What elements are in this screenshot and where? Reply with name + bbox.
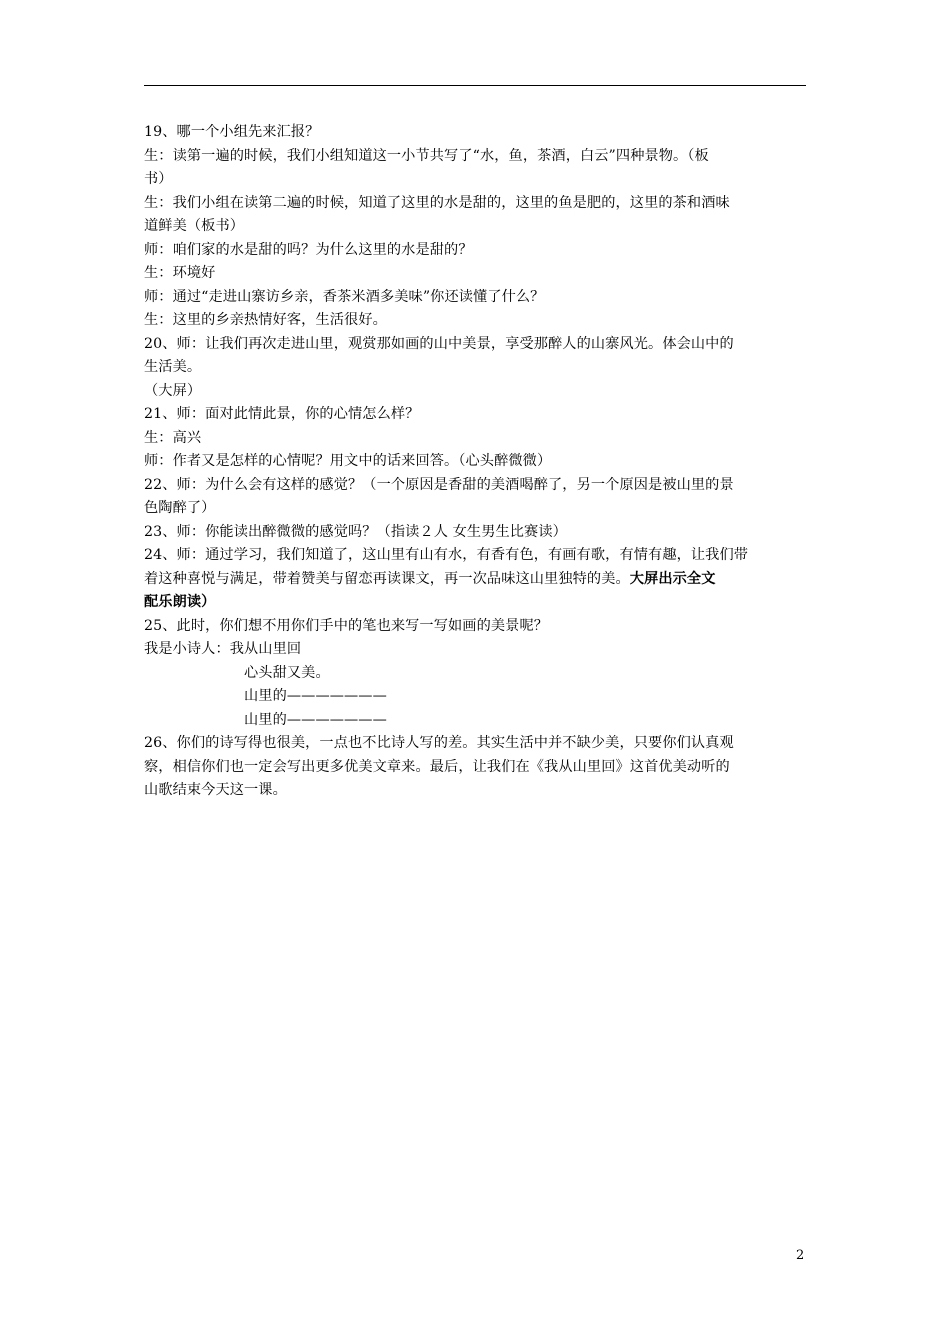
text-line: 师：作者又是怎样的心情呢？用文中的话来回答。（心头醉微微）	[144, 453, 552, 469]
text-line: （大屏）	[144, 382, 202, 399]
text-line: 生：读第一遍的时候，我们小组知道这一小节共写了“水，鱼，茶酒，白云”四种景物。（板	[144, 147, 709, 164]
text-line: 25、此时，你们想不用你们手中的笔也来写一写如画的美景呢？	[144, 617, 549, 634]
poem-line: 心头甜又美。	[244, 664, 330, 681]
text-line: 师：咱们家的水是甜的吗？为什么这里的水是甜的？	[144, 241, 473, 258]
text-line: 19、哪一个小组先来汇报？	[144, 124, 320, 140]
bold-text-line: 配乐朗读）	[144, 594, 216, 610]
text-line: 生：环境好	[144, 265, 216, 281]
text-line: 生：我们小组在读第二遍的时候，知道了这里的水是甜的，这里的鱼是肥的，这里的茶和酒味	[144, 194, 730, 211]
text-line: 22、师：为什么会有这样的感觉？（一个原因是香甜的美酒喝醉了，另一个原因是被山里的景	[144, 476, 734, 493]
text-line	[144, 568, 808, 592]
text-line: 色陶醉了）	[144, 500, 216, 516]
document-body	[144, 121, 808, 803]
poem-line: 山里的———————	[244, 688, 387, 704]
text-line: 生活美。	[144, 359, 202, 375]
text-line: 生：高兴	[144, 429, 202, 446]
text-line: 书）	[144, 171, 173, 187]
header-rule	[144, 85, 806, 86]
text-line: 24、师：通过学习，我们知道了，这山里有山有水，有香有色，有画有歌，有情有趣，让我们带	[144, 547, 749, 563]
poem-line: 山里的———————	[244, 711, 387, 728]
text-line: 23、师：你能读出醉微微的感觉吗？（指读２人 女生男生比赛读）	[144, 523, 567, 540]
text-line: 生：这里的乡亲热情好客，生活很好。	[144, 312, 387, 328]
text-line: 我是小诗人：我从山里回	[144, 641, 302, 657]
bold-text-segment: 大屏出示全文	[629, 570, 716, 587]
text-line: 21、师：面对此情此景，你的心情怎么样？	[144, 406, 420, 422]
page-number: 2	[796, 1248, 805, 1263]
text-line: 山歌结束今天这一课。	[144, 782, 287, 798]
text-line: 师：通过“走进山寨访乡亲，香茶米酒多美味”你还读懂了什么？	[144, 288, 545, 305]
text-line: 20、师：让我们再次走进山里，观赏那如画的山中美景，享受那醉人的山寨风光。体会山中的	[144, 335, 734, 352]
text-segment: 着这种喜悦与满足，带着赞美与留恋再读课文，再一次品味这山里独特的美。	[144, 570, 630, 587]
text-line: 道鲜美（板书）	[144, 218, 245, 234]
text-line: 26、你们的诗写得也很美，一点也不比诗人写的差。其实生活中并不缺少美，只要你们认真观	[144, 735, 734, 751]
text-line: 察，相信你们也一定会写出更多优美文章来。最后，让我们在《我从山里回》这首优美动听的	[144, 758, 730, 775]
